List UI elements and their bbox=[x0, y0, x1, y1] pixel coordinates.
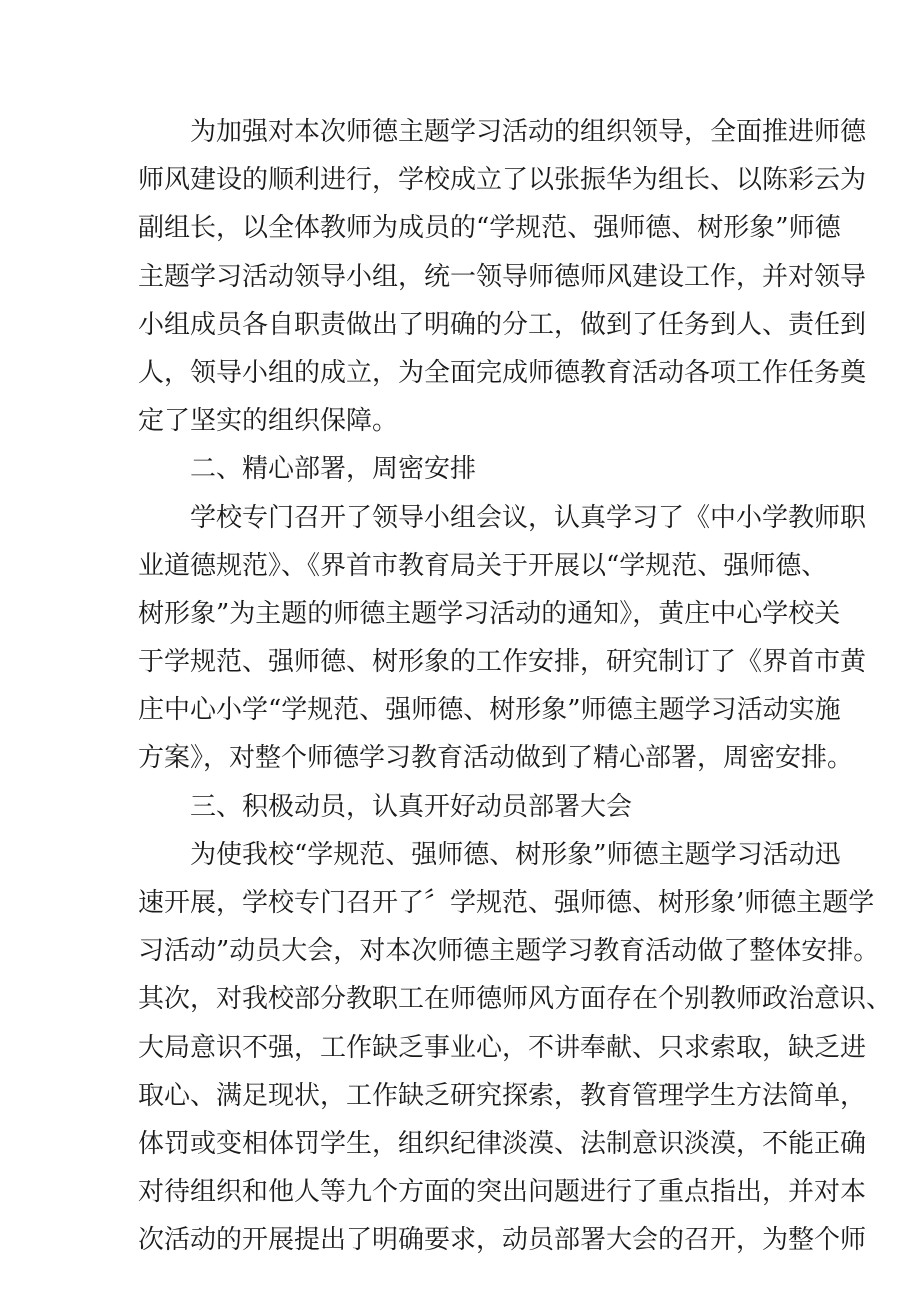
paragraph-line: 人，领导小组的成立，为全面完成师德教育活动各项工作任务奠 bbox=[138, 357, 867, 388]
paragraph-line: 对待组织和他人等九个方面的突出问题进行了重点指出，并对本 bbox=[138, 1177, 867, 1208]
paragraph-line: 定了坚实的组织保障。 bbox=[138, 406, 399, 437]
paragraph-line: 方案》，对整个师德学习教育活动做到了精心部署，周密安排。 bbox=[138, 743, 854, 774]
paragraph-line: 庄中心小学“学规范、强师德、树形象”师德主题学习活动实施 bbox=[138, 695, 841, 726]
document-body bbox=[138, 108, 893, 1265]
paragraph-line: 大局意识不强，工作缺乏事业心，不讲奉献、只求索取，缺乏进 bbox=[138, 1032, 867, 1063]
paragraph-line: 习活动”动员大会，对本次师德主题学习教育活动做了整体安排。 bbox=[138, 936, 880, 967]
paragraph-line: 体罚或变相体罚学生，组织纪律淡漠、法制意识淡漠，不能正确 bbox=[138, 1128, 867, 1159]
paragraph-line: 为使我校“学规范、强师德、树形象”师德主题学习活动迅 bbox=[190, 839, 841, 870]
section-heading: 二、精心部署，周密安排 bbox=[190, 454, 477, 485]
paragraph-line: 树形象”为主题的师德主题学习活动的通知》，黄庄中心学校关 bbox=[138, 598, 841, 629]
paragraph-line: 学校专门召开了领导小组会议，认真学习了《中小学教师职 bbox=[190, 502, 867, 533]
paragraph-line: 师风建设的顺利进行，学校成立了以张振华为组长、以陈彩云为 bbox=[138, 165, 867, 196]
paragraph-line: 业道德规范》、《界首市教育局关于开展以“学规范、强师德、 bbox=[138, 550, 828, 581]
paragraph-line: 取心、满足现状，工作缺乏研究探索，教育管理学生方法简单， bbox=[138, 1080, 867, 1111]
section-heading: 三、积极动员，认真开好动员部署大会 bbox=[190, 791, 633, 822]
paragraph-line: 副组长，以全体教师为成员的“学规范、强师德、树形象”师德 bbox=[138, 213, 841, 244]
paragraph-line: 小组成员各自职责做出了明确的分工，做到了任务到人、责任到 bbox=[138, 309, 867, 340]
paragraph-line: 为加强对本次师德主题学习活动的组织领导，全面推进师德 bbox=[190, 117, 867, 147]
paragraph-line: 主题学习活动领导小组，统一领导师德师风建设工作，并对领导 bbox=[138, 261, 867, 292]
paragraph-line: 速开展，学校专门召开了〞学规范、强师德、树形象’师德主题学 bbox=[138, 888, 875, 918]
paragraph-line: 其次，对我校部分教职工在师德师风方面存在个别教师政治意识、 bbox=[138, 984, 893, 1015]
paragraph-line: 于学规范、强师德、树形象的工作安排，研究制订了《界首市黄 bbox=[138, 647, 867, 678]
paragraph-line: 次活动的开展提出了明确要求，动员部署大会的召开，为整个师 bbox=[138, 1225, 867, 1256]
